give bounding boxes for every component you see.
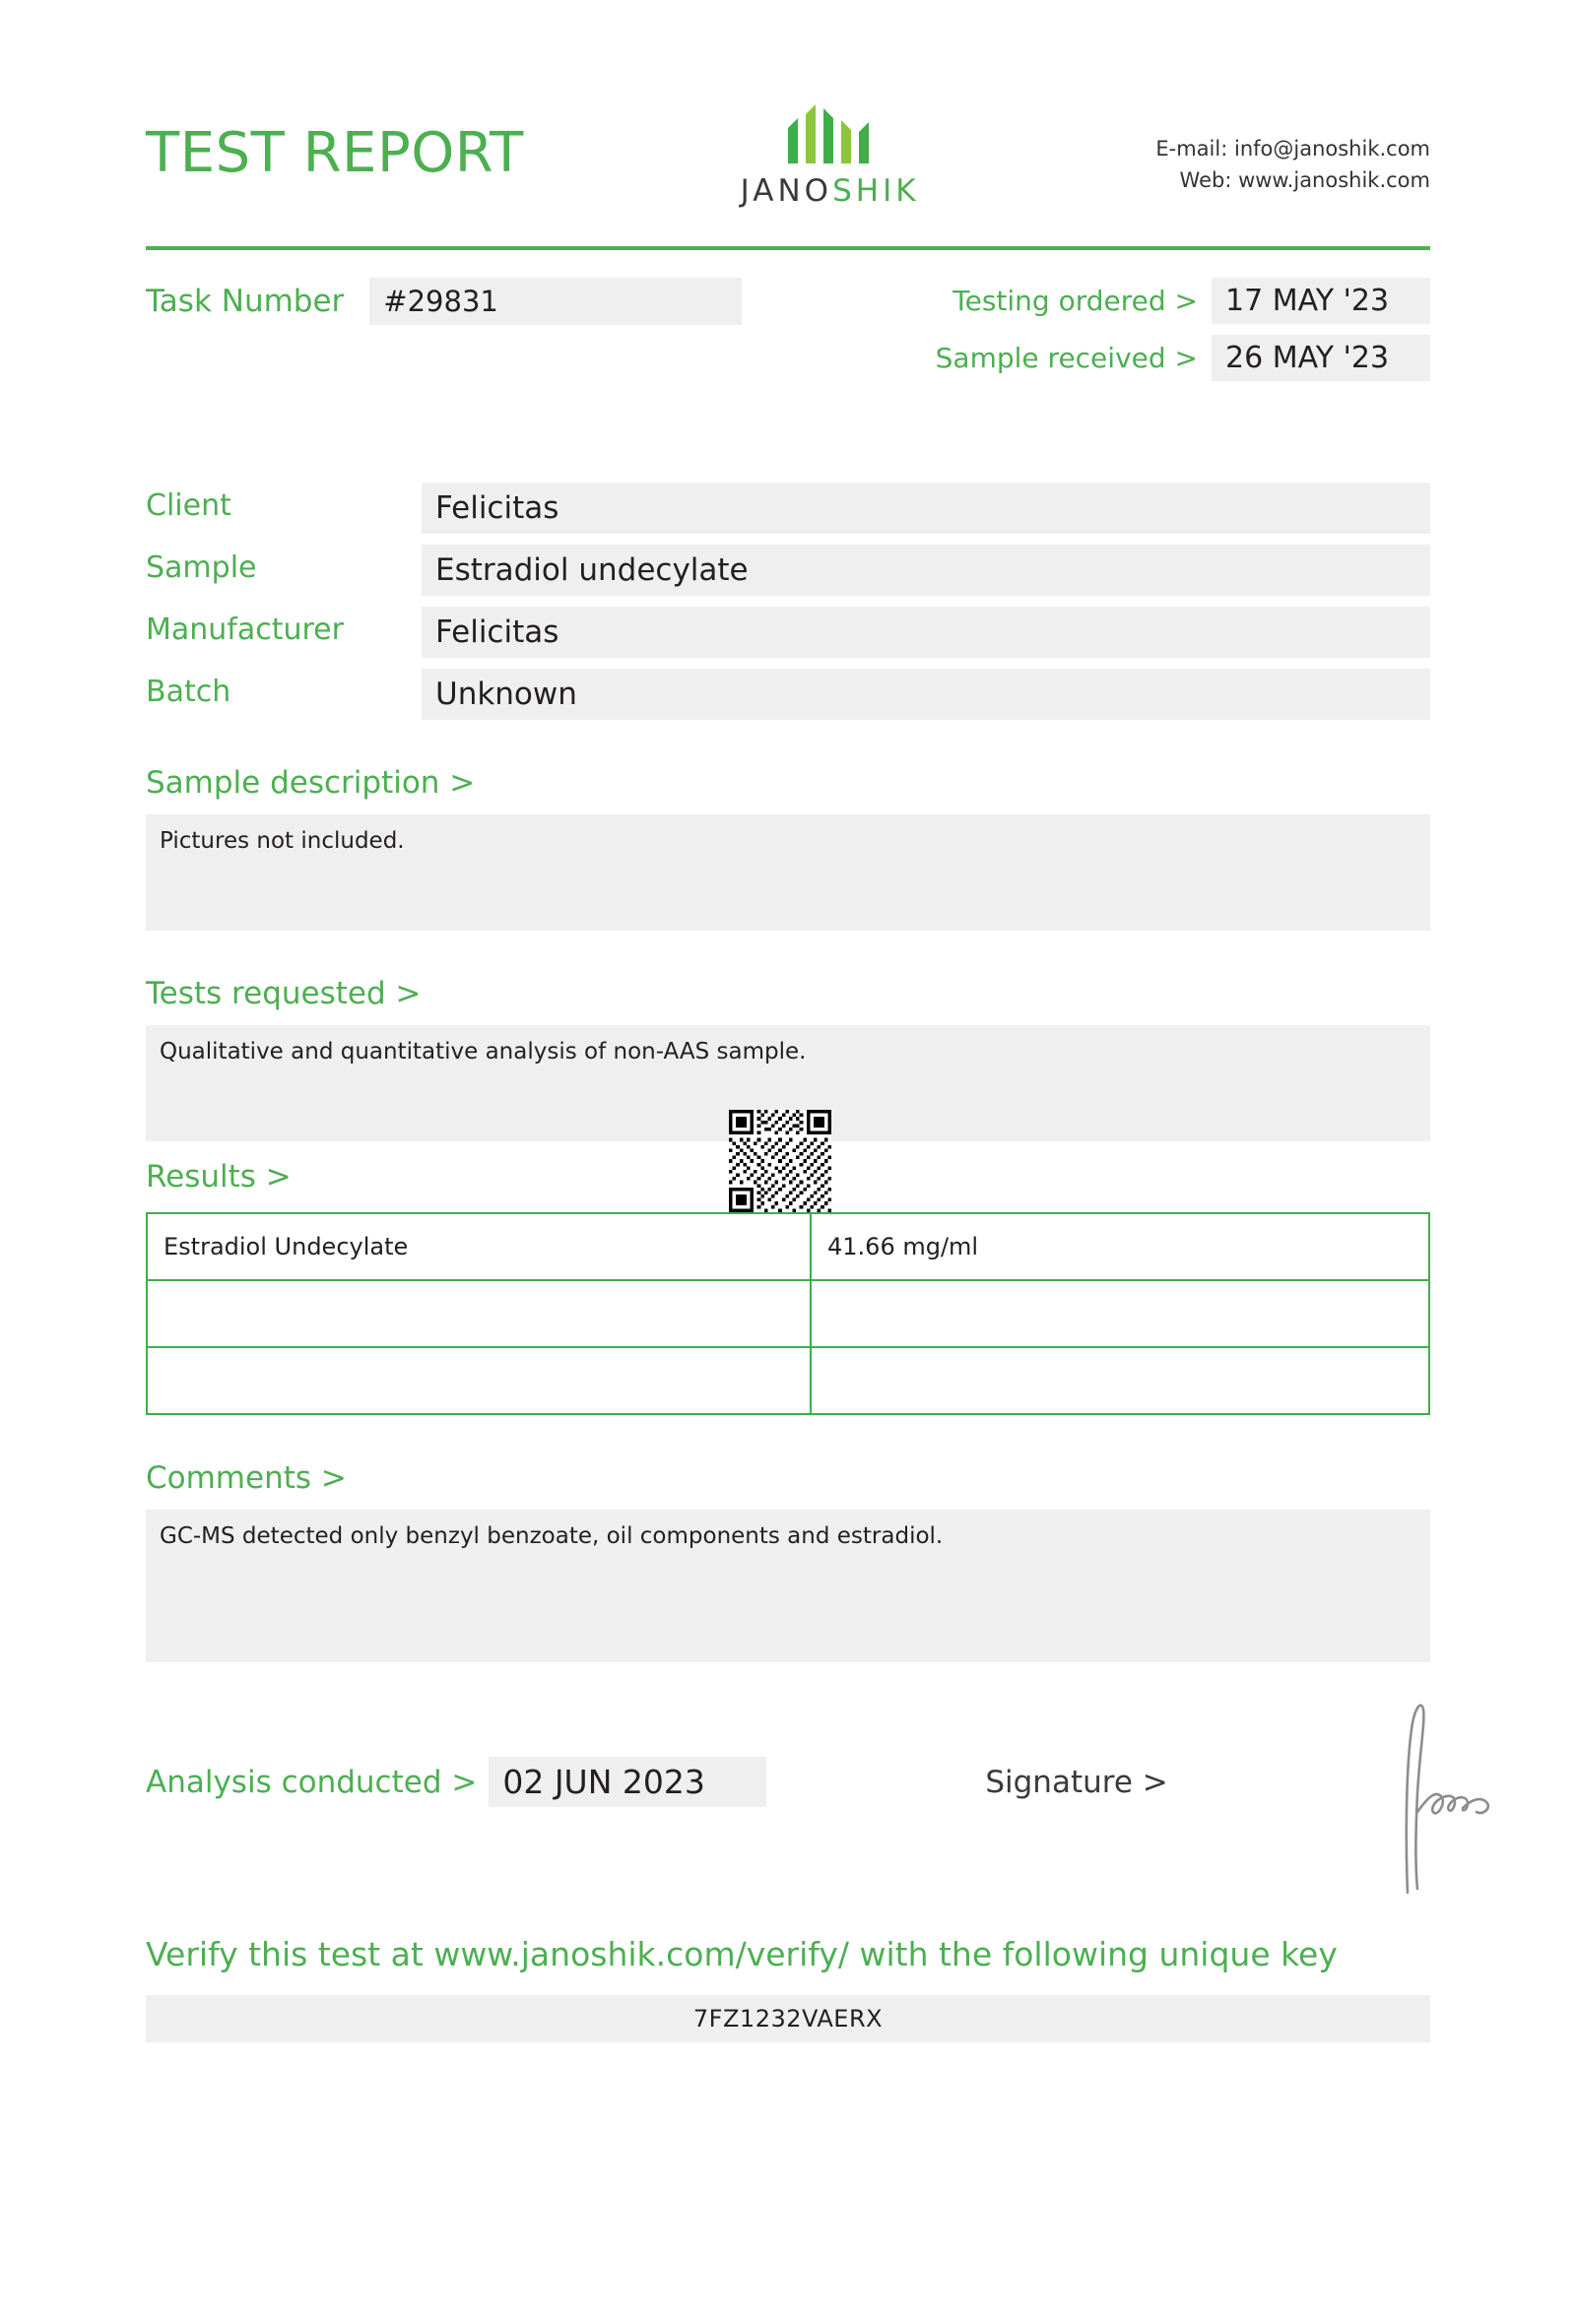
sample-description-block [146, 814, 1430, 931]
manufacturer-label: Manufacturer [146, 613, 344, 647]
table-row [147, 1347, 1429, 1414]
signature-icon [1372, 1696, 1549, 1903]
sample-description-title: Sample description > [146, 765, 476, 801]
analysis-conducted-label: Analysis conducted > [146, 1764, 478, 1800]
logo-text-dark: JANO [740, 173, 833, 209]
client-value: Felicitas [422, 483, 1430, 534]
batch-value: Unknown [422, 669, 1430, 720]
tests-requested-text: Qualitative and quantitative analysis of non-AAS sample. [160, 1039, 807, 1065]
sample-label: Sample [146, 550, 257, 585]
contact-info [1155, 134, 1430, 196]
qr-code-icon [729, 1110, 831, 1212]
result-value-1: 41.66 mg/ml [811, 1213, 1429, 1280]
contact-email: E-mail: info@janoshik.com [1155, 137, 1430, 161]
table-row [147, 1213, 1429, 1280]
task-row [146, 278, 1430, 392]
comments-title: Comments > [146, 1460, 347, 1496]
testing-ordered-row [936, 278, 1430, 324]
janoshik-logo [683, 102, 978, 209]
page-title: TEST REPORT [146, 121, 524, 185]
analysis-conducted-value: 02 JUN 2023 [489, 1757, 766, 1807]
task-number-value: #29831 [369, 278, 742, 325]
testing-ordered-label: Testing ordered > [952, 285, 1198, 317]
results-title: Results > [146, 1159, 292, 1194]
info-row-sample [146, 545, 1430, 596]
result-value-3 [811, 1347, 1429, 1414]
table-row [147, 1280, 1429, 1347]
contact-web: Web: www.janoshik.com [1179, 167, 1430, 192]
logo-mark-icon [683, 102, 978, 167]
results-header [146, 1141, 1430, 1210]
signature-label: Signature > [985, 1764, 1168, 1800]
logo-text-green: SHIK [832, 173, 920, 209]
info-row-batch [146, 669, 1430, 720]
unique-key-value: 7FZ1232VAERX [146, 1995, 1430, 2042]
tests-requested-title: Tests requested > [146, 976, 422, 1011]
report-header [146, 0, 1430, 209]
analysis-row [146, 1757, 1430, 1807]
result-name-2 [147, 1280, 811, 1347]
header-divider [146, 246, 1430, 250]
result-value-2 [811, 1280, 1429, 1347]
dates-group [936, 278, 1430, 392]
task-number-group [146, 278, 742, 325]
verify-text: Verify this test at www.janoshik.com/verify/ with the following unique key [146, 1935, 1338, 1973]
results-table [146, 1212, 1430, 1415]
result-name-3 [147, 1347, 811, 1414]
result-name-1: Estradiol Undecylate [147, 1213, 811, 1280]
sample-received-row [936, 335, 1430, 381]
sample-received-label: Sample received > [935, 342, 1198, 374]
sample-received-value: 26 MAY '23 [1212, 335, 1430, 381]
comments-block [146, 1510, 1430, 1662]
batch-label: Batch [146, 675, 231, 709]
task-number-label: Task Number [146, 284, 345, 319]
testing-ordered-value: 17 MAY '23 [1212, 278, 1430, 324]
sample-description-text: Pictures not included. [160, 828, 405, 854]
logo-wordmark [683, 173, 978, 209]
info-table [146, 483, 1430, 720]
manufacturer-value: Felicitas [422, 607, 1430, 658]
sample-value: Estradiol undecylate [422, 545, 1430, 596]
info-row-manufacturer [146, 607, 1430, 658]
client-label: Client [146, 488, 231, 523]
info-row-client [146, 483, 1430, 534]
comments-text: GC-MS detected only benzyl benzoate, oil components and estradiol. [160, 1523, 944, 1549]
